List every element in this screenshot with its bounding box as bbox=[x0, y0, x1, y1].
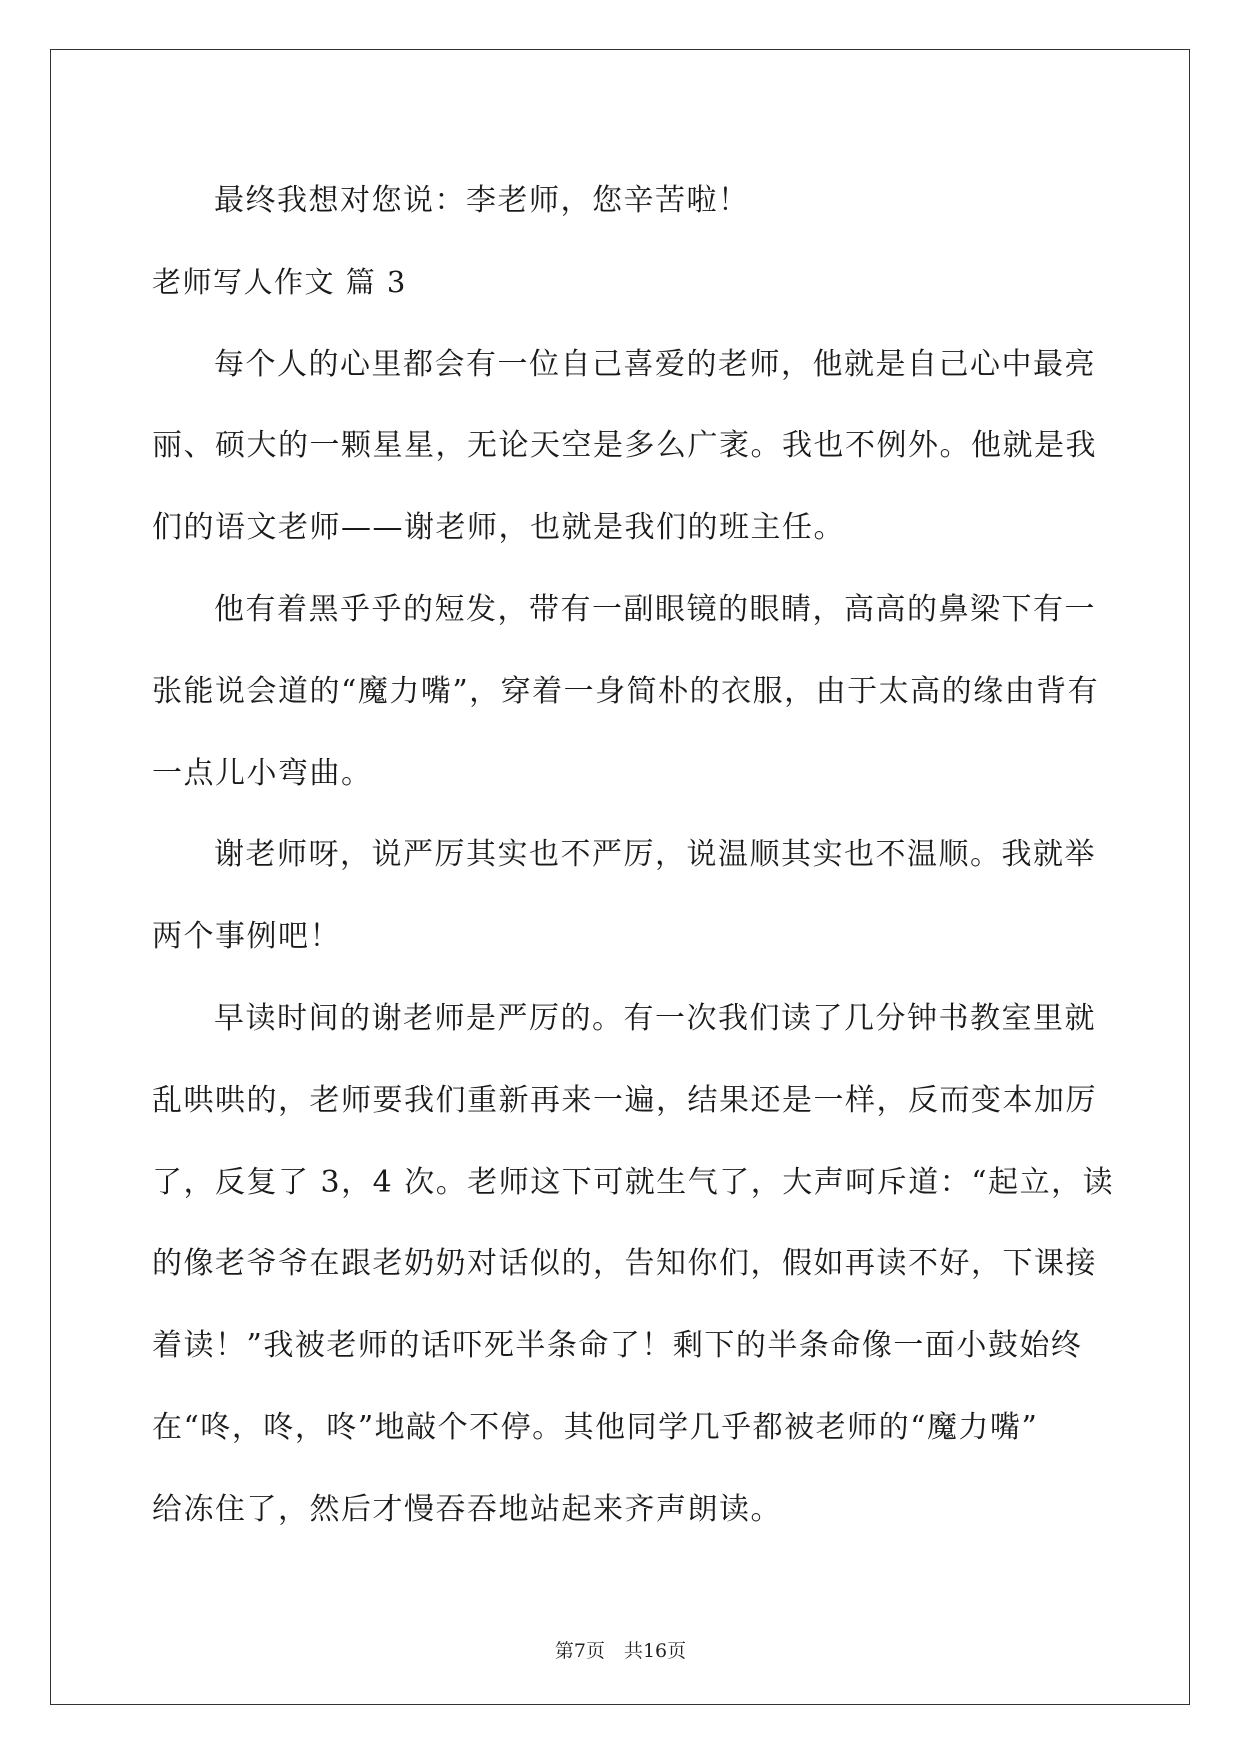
paragraph-line: 给冻住了，然后才慢吞吞地站起来齐声朗读。 bbox=[152, 1491, 782, 1527]
paragraph-line: 着读！”我被老师的话吓死半条命了！剩下的半条命像一面小鼓始终 bbox=[152, 1328, 1083, 1364]
paragraph-line: 每个人的心里都会有一位自己喜爱的老师，他就是自己心中最亮 bbox=[214, 346, 1096, 382]
paragraph-line: 一点儿小弯曲。 bbox=[152, 755, 373, 791]
section-heading: 老师写人作文 篇 3 bbox=[152, 264, 407, 299]
paragraph-line: 他有着黑乎乎的短发，带有一副眼镜的眼睛，高高的鼻梁下有一 bbox=[214, 591, 1096, 627]
paragraph-line: 谢老师呀，说严厉其实也不严厉，说温顺其实也不温顺。我就举 bbox=[214, 837, 1096, 873]
page-number-footer: 第7页 共16页 bbox=[554, 1640, 687, 1662]
paragraph-line: 丽、硕大的一颗星星，无论天空是多么广袤。我也不例外。他就是我 bbox=[152, 428, 1097, 464]
paragraph-line: 的像老爷爷在跟老奶奶对话似的，告知你们，假如再读不好，下课接 bbox=[152, 1246, 1097, 1282]
paragraph-line: 们的语文老师——谢老师，也就是我们的班主任。 bbox=[152, 510, 845, 546]
paragraph-line: 最终我想对您说：李老师，您辛苦啦！ bbox=[214, 183, 750, 218]
paragraph-line: 了，反复了 3，4 次。老师这下可就生气了，大声呵斥道：“起立，读 bbox=[152, 1164, 1115, 1200]
paragraph-line: 早读时间的谢老师是严厉的。有一次我们读了几分钟书教室里就 bbox=[214, 1000, 1096, 1036]
paragraph-line: 乱哄哄的，老师要我们重新再来一遍，结果还是一样，反而变本加厉 bbox=[152, 1082, 1097, 1118]
document-body bbox=[152, 160, 1115, 1551]
paragraph-line: 张能说会道的“魔力嘴”，穿着一身简朴的衣服，由于太高的缘由背有 bbox=[152, 673, 1100, 709]
paragraph-line: 两个事例吧！ bbox=[152, 919, 341, 955]
paragraph-line: 在“咚，咚，咚”地敲个不停。其他同学几乎都被老师的“魔力嘴” bbox=[152, 1409, 1039, 1445]
